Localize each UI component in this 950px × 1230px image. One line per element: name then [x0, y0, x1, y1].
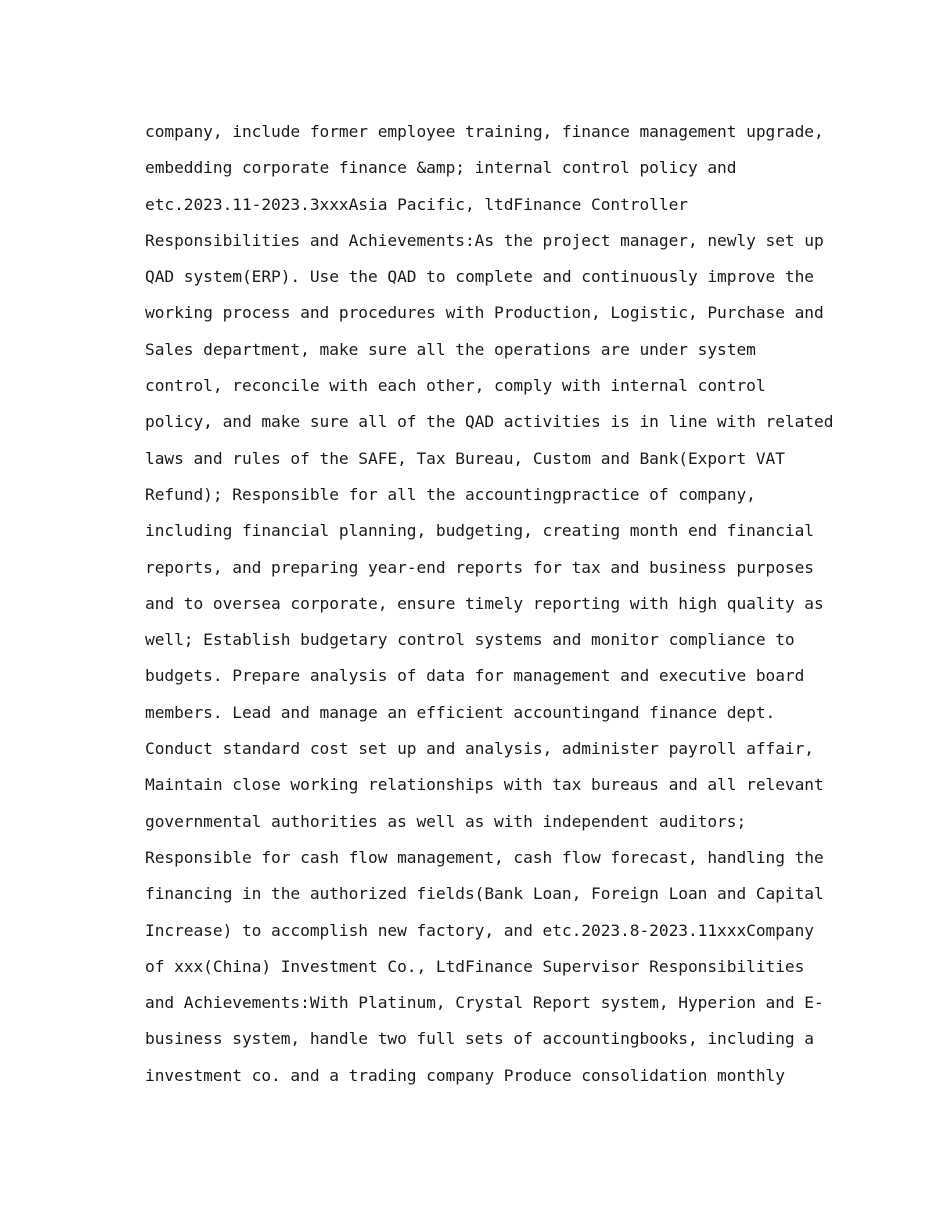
text-line: investment co. and a trading company Produce consolidation monthly: [145, 1065, 785, 1085]
text-line: Responsible for cash flow management, cash flow forecast, handling the: [145, 847, 824, 867]
body-text: [145, 114, 845, 1094]
text-line: business system, handle two full sets of accountingbooks, including a: [145, 1029, 815, 1049]
text-line: Maintain close working relationships with tax bureaus and all relevant: [145, 775, 824, 795]
text-line: budgets. Prepare analysis of data for management and executive board: [145, 666, 805, 686]
text-line: laws and rules of the SAFE, Tax Bureau, Custom and Bank(Export VAT: [145, 448, 785, 468]
text-line: reports, and preparing year-end reports for tax and business purposes: [145, 557, 815, 577]
text-line: financing in the authorized fields(Bank Loan, Foreign Loan and Capital: [145, 884, 824, 904]
text-line: Increase) to accomplish new factory, and etc.2023.8-2023.11xxxCompany: [145, 920, 815, 940]
text-line: Conduct standard cost set up and analysis, administer payroll affair,: [145, 739, 815, 759]
text-line: and to oversea corporate, ensure timely reporting with high quality as: [145, 593, 824, 613]
text-line: Responsibilities and Achievements:As the project manager, newly set up: [145, 230, 824, 250]
text-line: including financial planning, budgeting, creating month end financial: [145, 521, 815, 541]
text-line: etc.2023.11-2023.3xxxAsia Pacific, ltdFinance Controller: [145, 194, 688, 214]
text-line: members. Lead and manage an efficient accountingand finance dept.: [145, 702, 776, 722]
text-line: embedding corporate finance &amp; internal control policy and: [145, 158, 737, 178]
text-line: Sales department, make sure all the operations are under system: [145, 339, 756, 359]
text-line: of xxx(China) Investment Co., LtdFinance Supervisor Responsibilities: [145, 956, 805, 976]
text-line: company, include former employee training, finance management upgrade,: [145, 122, 824, 141]
text-line: control, reconcile with each other, comply with internal control: [145, 376, 766, 396]
text-line: governmental authorities as well as with independent auditors;: [145, 811, 747, 831]
text-line: and Achievements:With Platinum, Crystal Report system, Hyperion and E-: [145, 993, 824, 1013]
text-line: well; Establish budgetary control systems and monitor compliance to: [145, 630, 795, 650]
text-line: working process and procedures with Production, Logistic, Purchase and: [145, 303, 824, 323]
text-line: policy, and make sure all of the QAD activities is in line with related: [145, 412, 834, 432]
text-line: Refund); Responsible for all the accountingpractice of company,: [145, 484, 756, 504]
text-line: QAD system(ERP). Use the QAD to complete and continuously improve the: [145, 267, 815, 287]
